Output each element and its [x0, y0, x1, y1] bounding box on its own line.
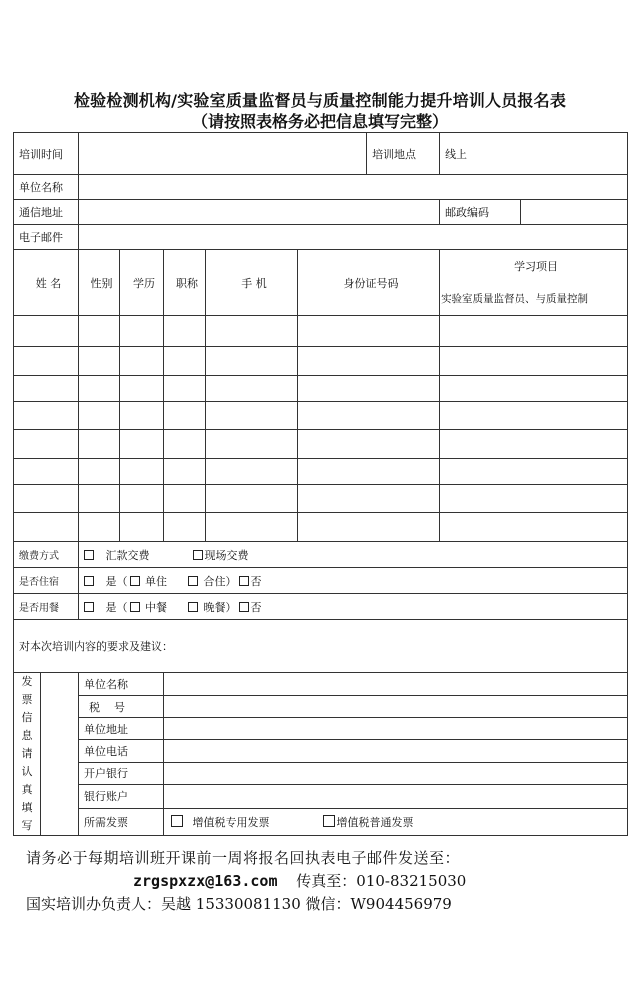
footer-responsible: 国实培训办负责人：吴越 15330081130 微信：W904456979 [26, 895, 452, 913]
invoice-phone-label: 单位电话 [79, 740, 164, 762]
meal-lunch-checkbox[interactable] [130, 602, 140, 612]
invoice-account-label: 银行账户 [79, 784, 164, 808]
invoice-special-label: 增值税专用发票 [192, 815, 270, 829]
invoice-type-label: 所需发票 [79, 808, 164, 835]
col-study-project-header: 学习项目 [440, 250, 628, 283]
lodging-yes-label: 是（ [105, 574, 128, 588]
col-education-header: 学历 [120, 250, 164, 316]
meal-dinner-label: 晚餐） [203, 600, 237, 614]
suggestions-field[interactable] [14, 620, 628, 673]
training-location-value: 线上 [440, 133, 628, 175]
form-subtitle: （请按照表格务必把信息填写完整） [191, 112, 448, 131]
invoice-bank-label: 开户银行 [79, 762, 164, 784]
table-row [14, 402, 628, 430]
lodging-label: 是否住宿 [14, 568, 79, 594]
training-location-label: 培训地点 [367, 133, 440, 175]
meal-no-checkbox[interactable] [239, 602, 249, 612]
meal-yes-label: 是（ [105, 600, 128, 614]
invoice-unit-name-label: 单位名称 [79, 673, 164, 696]
payment-remit-label: 汇款交费 [105, 548, 150, 562]
footer-fax: 传真至：010-83215030 [296, 872, 467, 890]
meal-dinner-checkbox[interactable] [188, 602, 198, 612]
form-title: 检验检测机构/实验室质量监督员与质量控制能力提升培训人员报名表 [73, 91, 567, 110]
postcode-label: 邮政编码 [440, 200, 521, 225]
payment-remit-checkbox[interactable] [84, 550, 94, 560]
meal-label: 是否用餐 [14, 594, 79, 620]
invoice-normal-checkbox[interactable] [323, 815, 335, 827]
meal-yes-checkbox[interactable] [84, 602, 94, 612]
payment-options [79, 542, 628, 568]
suggestions-label: 对本次培训内容的要求及建议： [19, 640, 173, 653]
address-field[interactable] [79, 200, 440, 225]
email-field[interactable] [79, 225, 628, 250]
col-gender-header: 性别 [79, 250, 120, 316]
meal-options [79, 594, 628, 620]
col-name-header: 姓 名 [14, 250, 79, 316]
invoice-tax-id-label: 税 号 [79, 696, 164, 718]
table-row [14, 430, 628, 459]
unit-name-label: 单位名称 [14, 175, 79, 200]
invoice-address-label: 单位地址 [79, 718, 164, 740]
invoice-address-field[interactable] [164, 718, 628, 740]
table-row [14, 513, 628, 542]
registration-table [13, 132, 628, 836]
lodging-no-checkbox[interactable] [239, 576, 249, 586]
meal-no-label: 否 [250, 600, 262, 614]
lodging-yes-checkbox[interactable] [84, 576, 94, 586]
payment-onsite-label: 现场交费 [204, 548, 249, 562]
training-time-label: 培训时间 [14, 133, 79, 175]
footer-contact [133, 870, 466, 891]
meal-lunch-label: 中餐 [145, 600, 167, 614]
table-row [14, 376, 628, 402]
postcode-field[interactable] [521, 200, 628, 225]
table-row [14, 459, 628, 485]
footer-instruction: 请务必于每期培训班开课前一周将报名回执表电子邮件发送至： [26, 849, 461, 867]
invoice-type-options [164, 808, 628, 835]
training-time-field[interactable] [79, 133, 367, 175]
invoice-bank-field[interactable] [164, 762, 628, 784]
table-row [14, 316, 628, 347]
invoice-normal-label: 增值税普通发票 [336, 815, 414, 829]
lodging-single-checkbox[interactable] [130, 576, 140, 586]
unit-name-field[interactable] [79, 175, 628, 200]
table-row [14, 347, 628, 376]
lodging-single-label: 单住 [145, 574, 167, 588]
address-label: 通信地址 [14, 200, 79, 225]
payment-onsite-checkbox[interactable] [193, 550, 203, 560]
lodging-options [79, 568, 628, 594]
col-phone-header: 手 机 [206, 250, 298, 316]
invoice-account-field[interactable] [164, 784, 628, 808]
lodging-no-label: 否 [250, 574, 262, 588]
invoice-side-label: 发 票 信 息 请 认 真 填 写 [14, 673, 79, 836]
study-project-value: 实验室质量监督员、与质量控制 [440, 283, 628, 316]
lodging-shared-label: 合住） [203, 574, 237, 588]
email-label: 电子邮件 [14, 225, 79, 250]
col-title-header: 职称 [164, 250, 206, 316]
invoice-phone-field[interactable] [164, 740, 628, 762]
footer-email[interactable]: zrgspxzx@163.com [133, 872, 278, 890]
lodging-shared-checkbox[interactable] [188, 576, 198, 586]
table-row [14, 485, 628, 513]
invoice-unit-name-field[interactable] [164, 673, 628, 696]
payment-label: 缴费方式 [14, 542, 79, 568]
invoice-special-checkbox[interactable] [171, 815, 183, 827]
invoice-tax-id-field[interactable] [164, 696, 628, 718]
col-id-header: 身份证号码 [298, 250, 440, 316]
